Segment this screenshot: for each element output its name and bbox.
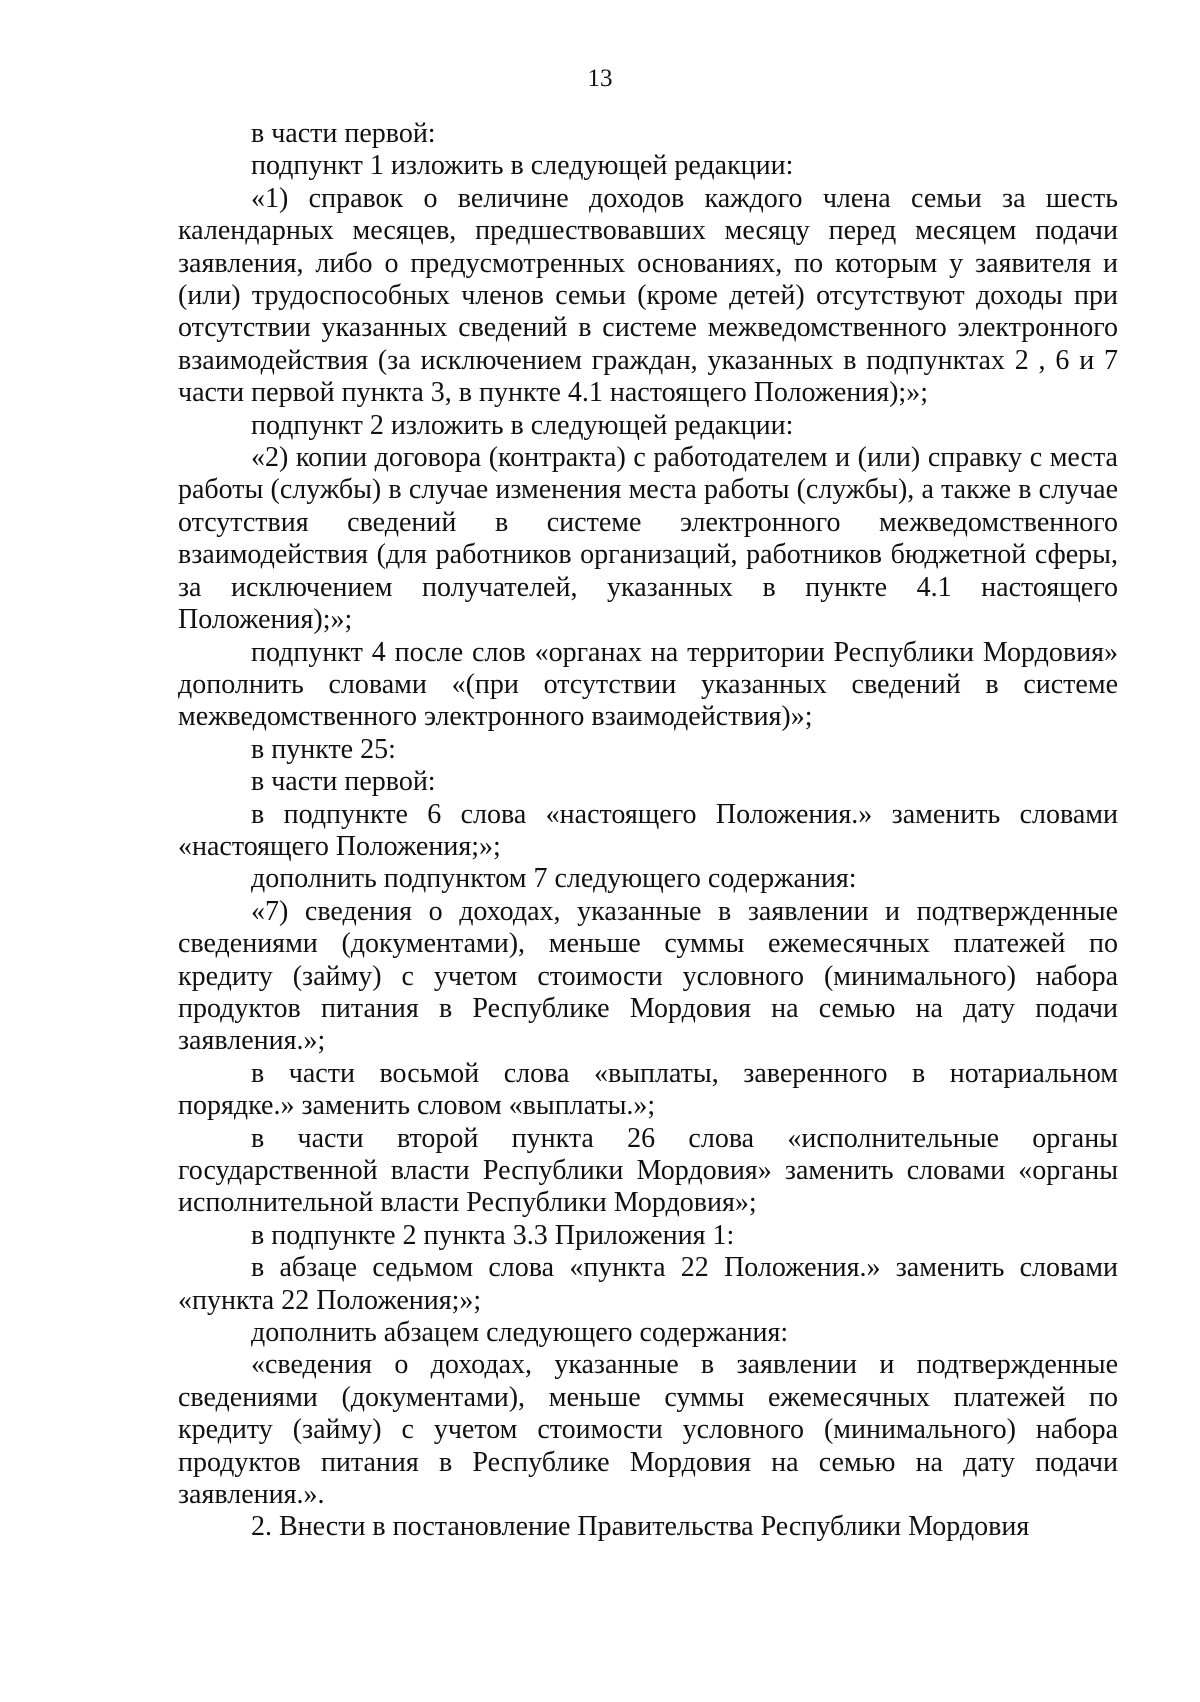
paragraph: «7) сведения о доходах, указанные в заявлении и подтвержденные сведениями (документами), меньше суммы ежемесячных платежей по кредиту (займу) с учетом стоимости условного (минимального) набора продуктов питания в Республике Мордовия на семью на дату подачи заявления.»; <box>178 895 1118 1057</box>
paragraph: «2) копии договора (контракта) с работодателем и (или) справку с места работы (службы) в случае изменения места работы (службы), а также в случае отсутствия сведений в системе электронного межведомственного взаимодействия (для работников организаций, работников бюджетной сферы, за исключением получателей, указанных в пункте 4.1 настоящего Положения);»; <box>178 442 1118 636</box>
paragraph: в части восьмой слова «выплаты, заверенного в нотариальном порядке.» заменить словом «выплаты.»; <box>178 1057 1118 1122</box>
paragraph: 2. Внести в постановление Правительства Республики Мордовия <box>251 1511 1030 1543</box>
document-body <box>178 118 1118 1544</box>
paragraph: дополнить абзацем следующего содержания: <box>251 1317 789 1349</box>
paragraph: в абзаце седьмом слова «пункта 22 Положения.» заменить словами «пункта 22 Положения;»; <box>178 1252 1118 1316</box>
paragraph: подпункт 4 после слов «органах на территории Республики Мордовия» дополнить словами «(при отсутствии указанных сведений в системе межведомственного электронного взаимодействия)»; <box>178 636 1118 733</box>
paragraph: в подпункте 2 пункта 3.3 Приложения 1: <box>251 1219 735 1251</box>
paragraph: «сведения о доходах, указанные в заявлении и подтвержденные сведениями (документами), меньше суммы ежемесячных платежей по кредиту (займу) с учетом стоимости условного (минимального) набора продуктов питания в Республике Мордовия на семью на дату подачи заявления.». <box>178 1349 1118 1511</box>
paragraph: «1) справок о величине доходов каждого члена семьи за шесть календарных месяцев, предшествовавших месяцу перед месяцем подачи заявления, либо о предусмотренных основаниях, по которым у заявителя и (или) трудоспособных членов семьи (кроме детей) отсутствуют доходы при отсутствии указанных сведений в системе межведомственного электронного взаимодействия (за исключением граждан, указанных в подпунктах 2 , 6 и 7 части первой пункта 3, в пункте 4.1 настоящего Положения);»; <box>178 182 1118 409</box>
paragraph: подпункт 2 изложить в следующей редакции: <box>251 409 794 441</box>
paragraph: в части первой: <box>251 766 436 798</box>
paragraph: подпункт 1 изложить в следующей редакции: <box>251 150 794 182</box>
paragraph: в части первой: <box>251 118 436 149</box>
paragraph: в подпункте 6 слова «настоящего Положения.» заменить словами «настоящего Положения;»; <box>178 798 1118 862</box>
paragraph: дополнить подпунктом 7 следующего содержания: <box>251 863 857 895</box>
paragraph: в части второй пункта 26 слова «исполнительные органы государственной власти Республики Мордовия» заменить словами «органы исполнительной власти Республики Мордовия»; <box>178 1122 1118 1219</box>
page-number: 13 <box>587 65 613 92</box>
paragraph: в пункте 25: <box>251 733 396 765</box>
